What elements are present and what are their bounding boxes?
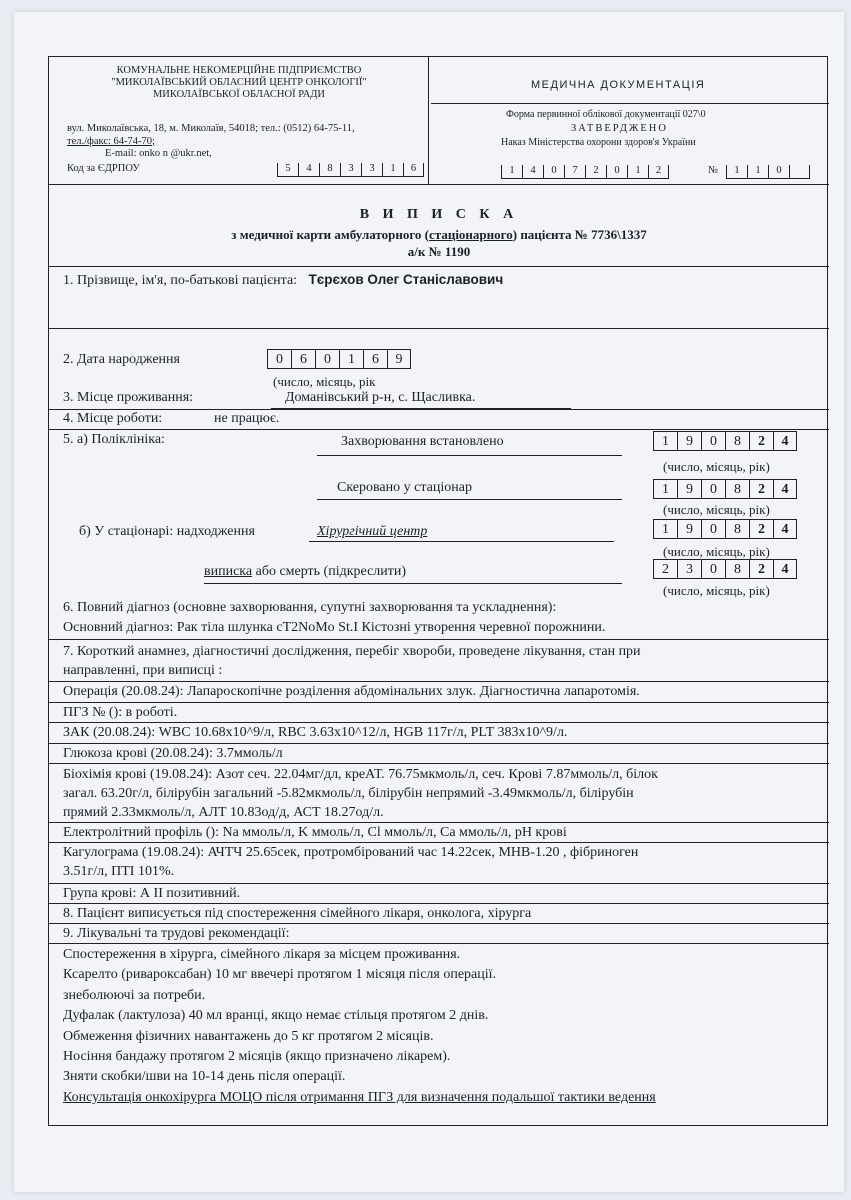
digit-box: 0 — [701, 519, 725, 539]
diagnosis-label: 6. Повний діагноз (основне захворювання, супутні захворювання та ускладнення): — [63, 600, 557, 615]
recommendation-item: Обмеження фізичних навантажень до 5 кг протягом 2 місяців. — [63, 1028, 434, 1044]
observation-row: 8. Пацієнт виписується під спостереження сімейного лікаря, онколога, хірурга — [49, 904, 829, 924]
digit-box: 9 — [677, 431, 701, 451]
recommendation-item: знеболюючі за потреби. — [63, 987, 206, 1003]
hospital-admission-label: б) У стаціонарі: надходження — [79, 524, 255, 539]
digit-box: 2 — [585, 165, 606, 179]
diagnosis-established-date — [653, 431, 797, 451]
cbc-row: ЗАК (20.08.24): WBC 10.68x10^9/л, RBC 3.63x10^12/л, HGB 117г/л, PLT 383x10^9/л. — [49, 723, 829, 744]
recommendation-item: Дуфалак (лактулоза) 40 мл вранці, якщо немає стільця протягом 2 днів. — [63, 1008, 489, 1024]
residence-value: Доманівський р-н, с. Щасливка. — [285, 390, 476, 405]
main-diagnosis: Основний діагноз: Рак тіла шлунка cT2NoMo St.I Кістозні утворення черевної порожнини. — [63, 620, 606, 635]
date-hint: (число, місяць, рік) — [663, 459, 770, 474]
digit-box: 5 — [277, 163, 298, 177]
referred-date — [653, 479, 797, 499]
form-number: Форма первинної облікової документації 027\0 — [506, 109, 706, 120]
recommendation-item: Спостереження в хірурга, сімейного лікаря за місцем проживання. — [63, 947, 461, 962]
digit-box: 4 — [522, 165, 543, 179]
department: Хірургічний центр — [317, 524, 428, 539]
date-hint: (число, місяць, рік) — [663, 583, 770, 598]
digit-box: 8 — [725, 479, 749, 499]
number-sign: № — [708, 165, 719, 176]
digit-box: 1 — [747, 165, 768, 179]
operation-row: Операція (20.08.24): Лапароскопічне розділення абдомінальних злук. Діагностична лапаротомія. — [49, 682, 829, 703]
divider — [49, 409, 829, 410]
recommendations-label: 9. Лікувальні та трудові рекомендації: — [49, 924, 829, 944]
medical-documentation-title: МЕДИЧНА ДОКУМЕНТАЦІЯ — [531, 79, 706, 91]
edrpou-label: Код за ЄДРПОУ — [67, 163, 140, 174]
discharge-date — [653, 559, 797, 579]
digit-box: 9 — [677, 479, 701, 499]
anamnesis-label: 7. Короткий анамнез, діагностичні дослідження, перебіг хвороби, проведене лікування, стан при направленні, при виписці : — [49, 640, 829, 682]
digit-box: 8 — [725, 431, 749, 451]
digit-box: 6 — [291, 349, 315, 369]
digit-box: 6 — [363, 349, 387, 369]
work-label: 4. Місце роботи: — [63, 411, 163, 426]
digit-box: 1 — [339, 349, 363, 369]
digit-box: 2 — [653, 559, 677, 579]
edrpou-code — [277, 163, 424, 177]
digit-box: 1 — [501, 165, 522, 179]
document-title: В И П И С К А з медичної карти амбулаторного (стаціонарного) пацієнта № 7736\1337 а/к № 1190 — [49, 185, 829, 267]
patient-name-row: 1. Прізвище, ім'я, по-батькові пацієнта: Тєрєхов Олег Станіславович — [49, 267, 829, 329]
diagnosis-established-label: Захворювання встановлено — [341, 434, 504, 449]
order-code — [501, 165, 669, 179]
dob-hint: (число, місяць, рік — [273, 374, 376, 389]
digit-box: 0 — [768, 165, 789, 179]
digit-box — [789, 165, 810, 179]
digit-box: 0 — [701, 431, 725, 451]
digit-box: 1 — [653, 431, 677, 451]
residence-label: 3. Місце проживання: — [63, 390, 194, 405]
digit-box: 9 — [387, 349, 411, 369]
dob-label: 2. Дата народження — [63, 352, 180, 367]
recommendations-list — [49, 944, 829, 1127]
biochemistry-row: Біохімія крові (19.08.24): Азот сеч. 22.04мг/дл, креАТ. 76.75мкмоль/л, сеч. Крові 7.87ммоль/л, білок загал. 63.20г/л, білірубін загальний -5.82мкмоль/л, білірубін непрямий -3.49мкмоль/л, білірубін прямий 2.33мкмоль/л, АЛТ 10.83од/д, АСТ 18.27од/л. — [49, 764, 829, 823]
underline — [309, 541, 614, 542]
documentation-block — [431, 57, 829, 185]
glucose-row: Глюкоза крові (20.08.24): 3.7ммоль/л — [49, 744, 829, 764]
institution-block — [49, 57, 429, 185]
divider — [49, 429, 829, 430]
digit-box: 8 — [319, 163, 340, 177]
digit-box: 0 — [701, 559, 725, 579]
referred-label: Скеровано у стаціонар — [337, 480, 472, 495]
underline — [317, 499, 622, 500]
digit-box: 0 — [701, 479, 725, 499]
digit-box: 2 — [749, 479, 773, 499]
digit-box: 4 — [298, 163, 319, 177]
digit-box: 1 — [627, 165, 648, 179]
underline — [204, 583, 622, 584]
digit-box: 8 — [725, 559, 749, 579]
date-hint: (число, місяць, рік) — [663, 544, 770, 559]
digit-box: 3 — [361, 163, 382, 177]
recommendation-item: Консультація онкохірурга МОЦО після отримання ПГЗ для визначення подальшої тактики ведення — [63, 1089, 656, 1105]
digit-box: 0 — [315, 349, 339, 369]
document-sheet — [14, 12, 844, 1192]
digit-box: 0 — [543, 165, 564, 179]
patient-name: Тєрєхов Олег Станіславович — [308, 272, 504, 287]
digit-box: 1 — [382, 163, 403, 177]
order-label: Наказ Міністерства охорони здоров'я України — [501, 137, 696, 148]
dob-value — [267, 349, 411, 369]
digit-box: 9 — [677, 519, 701, 539]
admission-date — [653, 519, 797, 539]
digit-box: 4 — [773, 559, 797, 579]
approved-label: ЗАТВЕРДЖЕНО — [571, 123, 668, 134]
date-hint: (число, місяць, рік) — [663, 502, 770, 517]
digit-box: 3 — [340, 163, 361, 177]
digit-box: 2 — [749, 559, 773, 579]
digit-box: 1 — [653, 479, 677, 499]
digit-box: 4 — [773, 431, 797, 451]
discharge-form — [48, 56, 828, 1126]
blood-group-row: Група крові: А II позитивний. — [49, 884, 829, 904]
recommendation-item: Ксарелто (ривароксабан) 10 мг ввечері протягом 1 місяця після операції. — [63, 967, 497, 983]
digit-box: 4 — [773, 519, 797, 539]
pgz-row: ПГЗ № (): в роботі. — [49, 703, 829, 723]
work-value: не працює. — [214, 411, 280, 426]
digit-box: 2 — [749, 431, 773, 451]
digit-box: 4 — [773, 479, 797, 499]
digit-box: 1 — [726, 165, 747, 179]
discharge-label: виписка або смерть (підкреслити) — [204, 564, 407, 579]
recommendation-item: Носіння бандажу протягом 2 місяців (якщо призначено лікарем). — [63, 1049, 451, 1065]
coagulogram-row: Кагулограма (19.08.24): АЧТЧ 25.65сек, протромбірований час 14.22сек, МНВ-1.20 , фібриноген 3.51г/л, ПТІ 101%. — [49, 843, 829, 884]
institution-address: вул. Миколаївська, 18, м. Миколаїв, 54018; тел.: (0512) 64-75-11, тел./факс: 64-74-70; E-mail: onko n @ukr.net, — [67, 123, 355, 159]
digit-box: 3 — [677, 559, 701, 579]
digit-box: 1 — [653, 519, 677, 539]
electrolytes-row: Електролітний профіль (): Na ммоль/л, K ммоль/л, Cl ммоль/л, Ca ммоль/л, pH крові — [49, 823, 829, 843]
digit-box: 7 — [564, 165, 585, 179]
clinic-label: 5. а) Поліклініка: — [63, 432, 165, 447]
digit-box: 2 — [648, 165, 669, 179]
institution-name: КОМУНАЛЬНЕ НЕКОМЕРЦІЙНЕ ПІДПРИЄМСТВО "МИКОЛАЇВСЬКИЙ ОБЛАСНИЙ ЦЕНТР ОНКОЛОГІЇ" МИКОЛАЇВСЬКОЇ ОБЛАСНОЇ РАДИ — [111, 65, 367, 100]
underline — [317, 455, 622, 456]
digit-box: 8 — [725, 519, 749, 539]
digit-box: 0 — [606, 165, 627, 179]
order-number — [726, 165, 810, 179]
digit-box: 0 — [267, 349, 291, 369]
recommendation-item: Зняти скобки/шви на 10-14 день після операції. — [63, 1069, 346, 1085]
digit-box: 6 — [403, 163, 424, 177]
form-header — [49, 57, 829, 185]
digit-box: 2 — [749, 519, 773, 539]
divider — [431, 103, 829, 104]
